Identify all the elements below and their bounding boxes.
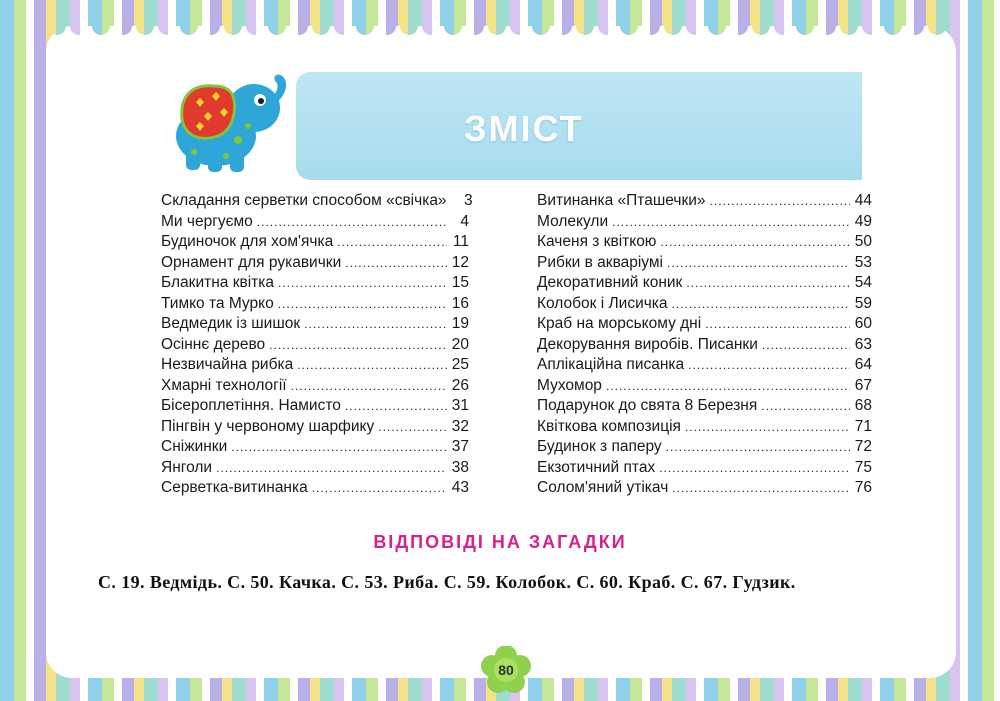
toc-leader-dots <box>659 461 850 475</box>
toc-entry-page: 67 <box>854 376 872 394</box>
answer-word: Гудзик. <box>732 572 796 592</box>
answers-line <box>98 572 958 593</box>
toc-entry-page: 71 <box>854 417 872 435</box>
toc-entry <box>161 233 469 254</box>
toc-entry <box>161 459 469 480</box>
toc-entry-page: 20 <box>451 335 469 353</box>
toc-entry-page: 60 <box>854 315 872 332</box>
toc-leader-dots <box>612 215 850 229</box>
toc-leader-dots <box>278 297 447 311</box>
toc-entry <box>161 192 473 213</box>
toc-entry-title: Сніжинки <box>161 438 228 455</box>
toc-leader-dots <box>705 317 850 331</box>
toc-leader-dots <box>606 379 850 393</box>
toc-entry-page: 26 <box>451 376 469 394</box>
toc-entry-page: 50 <box>854 233 872 250</box>
toc-leader-dots <box>685 420 850 434</box>
toc-entry-title: Квіткова композиція <box>537 417 681 435</box>
page-number: 80 <box>498 662 514 678</box>
toc-leader-dots <box>686 276 850 290</box>
toc-entry-page: 32 <box>451 417 469 435</box>
toc-leader-dots <box>257 215 447 229</box>
toc-entry-title: Ми чергуємо <box>161 212 253 230</box>
toc-entry-page: 53 <box>854 253 872 271</box>
toc-entry <box>537 274 872 295</box>
toc-column-left <box>161 192 473 500</box>
toc-entry <box>161 479 469 500</box>
toc-entry <box>537 254 872 275</box>
toc-entry <box>161 295 469 316</box>
toc-leader-dots <box>269 338 447 352</box>
toc-entry-page: 72 <box>854 438 872 455</box>
toc-entry <box>161 438 469 459</box>
toc-leader-dots <box>345 256 447 270</box>
toc-entry-page: 37 <box>451 438 469 455</box>
toc-leader-dots <box>312 481 447 495</box>
toc-leader-dots <box>666 440 850 454</box>
toc-entry-title: Колобок і Лисичка <box>537 294 668 312</box>
toc-leader-dots <box>660 235 850 249</box>
toc-leader-dots <box>672 481 850 495</box>
toc-entry-page: 16 <box>451 294 469 312</box>
toc-entry <box>537 315 872 336</box>
toc-entry <box>537 377 872 398</box>
toc-entry <box>161 356 469 377</box>
elephant-icon <box>168 66 308 178</box>
answer-word: Качка. <box>278 572 337 592</box>
toc-entry <box>161 418 469 439</box>
toc-entry-page: 43 <box>451 479 469 496</box>
page-title: ЗМІСТ <box>464 108 584 149</box>
toc-entry <box>537 418 872 439</box>
toc-entry-title: Осіннє дерево <box>161 335 266 353</box>
toc-entry <box>537 459 872 480</box>
toc-entry <box>161 397 469 418</box>
page-number-badge <box>478 646 534 696</box>
answer-word: Ведмідь. <box>149 572 223 592</box>
toc-entry-title: Янголи <box>161 458 213 476</box>
toc-entry-title: Витинанка «Пташечки» <box>537 192 706 209</box>
toc-entry-title: Екзотичний птах <box>537 458 656 476</box>
toc-entry-title: Незвичайна рибка <box>161 356 294 373</box>
toc-column-right <box>537 192 872 500</box>
toc-entry-page: 4 <box>460 212 469 230</box>
answer-page-ref: С. 59. <box>443 572 491 592</box>
toc-entry-title: Рибки в акваріумі <box>537 253 663 271</box>
toc-entry-page: 19 <box>451 315 469 332</box>
toc-entry-title: Хмарні технології <box>161 376 287 394</box>
answer-page-ref: С. 53. <box>341 572 389 592</box>
toc-entry-page: 38 <box>451 458 469 476</box>
toc-entry <box>161 274 469 295</box>
toc-entry-page: 44 <box>854 192 872 209</box>
toc-entry-page: 76 <box>854 479 872 496</box>
toc-entry-title: Будиночок для хом'ячка <box>161 233 334 250</box>
toc-entry-page: 54 <box>854 274 872 291</box>
toc-leader-dots <box>337 235 447 249</box>
toc-entry-title: Декоративний коник <box>537 274 683 291</box>
toc-entry-page: 3 <box>463 192 473 209</box>
toc-leader-dots <box>762 338 850 352</box>
toc-leader-dots <box>231 440 447 454</box>
answer-page-ref: С. 60. <box>576 572 624 592</box>
toc-entry-title: Молекули <box>537 212 609 230</box>
toc-leader-dots <box>710 194 850 208</box>
toc-entry <box>161 336 469 357</box>
answers-heading: ВІДПОВІДІ НА ЗАГАДКИ <box>373 532 627 552</box>
toc-leader-dots <box>297 358 447 372</box>
toc-leader-dots <box>378 420 447 434</box>
toc-entry-page: 59 <box>854 294 872 312</box>
toc-entry <box>537 479 872 500</box>
toc-entry-page: 49 <box>854 212 872 230</box>
toc-entry <box>537 192 872 213</box>
answer-word: Краб. <box>628 572 676 592</box>
toc-entry <box>161 377 469 398</box>
toc-entry <box>161 254 469 275</box>
toc-entry-title: Краб на морському дні <box>537 315 702 332</box>
toc-leader-dots <box>345 399 447 413</box>
toc-entry <box>537 356 872 377</box>
toc-entry-title: Пінгвін у червоному шарфику <box>161 417 375 435</box>
answer-page-ref: С. 67. <box>680 572 728 592</box>
toc-entry-page: 12 <box>451 253 469 271</box>
toc-leader-dots <box>216 461 447 475</box>
toc-entry <box>537 233 872 254</box>
toc-entry-title: Мухомор <box>537 376 602 394</box>
toc-leader-dots <box>278 276 447 290</box>
toc-entry-page: 75 <box>854 458 872 476</box>
answer-page-ref: С. 50. <box>227 572 275 592</box>
toc-entry-page: 31 <box>451 397 469 414</box>
answer-word: Колобок. <box>495 572 572 592</box>
toc-entry-title: Будинок з паперу <box>537 438 662 455</box>
toc-entry <box>161 213 469 234</box>
toc-entry-title: Орнамент для рукавички <box>161 253 342 271</box>
toc-entry <box>537 295 872 316</box>
toc-entry <box>161 315 469 336</box>
toc-entry <box>537 438 872 459</box>
answer-word: Риба. <box>392 572 439 592</box>
toc-entry-title: Подарунок до свята 8 Березня <box>537 397 758 414</box>
toc-entry-title: Каченя з квіткою <box>537 233 657 250</box>
toc-entry-title: Тимко та Мурко <box>161 294 274 312</box>
toc-entry-title: Ведмедик із шишок <box>161 315 301 332</box>
toc-entry <box>537 397 872 418</box>
toc-entry-page: 25 <box>451 356 469 373</box>
toc-entry-title: Солом'яний утікач <box>537 479 669 496</box>
toc-entry <box>537 213 872 234</box>
toc-entry-title: Блакитна квітка <box>161 274 274 291</box>
toc-leader-dots <box>304 317 447 331</box>
toc-leader-dots <box>688 358 850 372</box>
toc-leader-dots <box>667 256 850 270</box>
toc-entry-page: 63 <box>854 335 872 353</box>
toc-leader-dots <box>672 297 850 311</box>
toc-entry-title: Декорування виробів. Писанки <box>537 335 758 353</box>
toc-leader-dots <box>761 399 850 413</box>
toc-entry-title: Серветка-витинанка <box>161 479 308 496</box>
toc-leader-dots <box>291 379 447 393</box>
toc-entry-page: 64 <box>854 356 872 373</box>
toc-entry-page: 15 <box>451 274 469 291</box>
answer-page-ref: С. 19. <box>98 572 145 592</box>
toc-entry-page: 11 <box>452 233 469 250</box>
toc-entry-page: 68 <box>854 397 872 414</box>
toc-entry-title: Аплікаційна писанка <box>537 356 685 373</box>
toc-entry-title: Складання серветки способом «свічка» <box>161 192 447 209</box>
toc-entry-title: Бісероплетіння. Намисто <box>161 397 341 414</box>
toc-entry <box>537 336 872 357</box>
